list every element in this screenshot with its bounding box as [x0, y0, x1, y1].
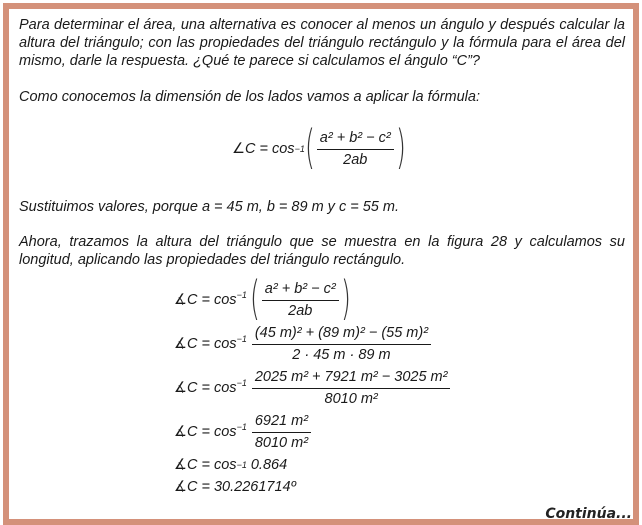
step-4 — [174, 410, 452, 454]
step-4-inv: −1 — [236, 422, 247, 433]
step-5: ∡C = cos −1 0.864 — [174, 457, 288, 473]
step-6-result: ∡C = 30.2261714º — [174, 479, 296, 495]
step-1-inv: −1 — [236, 290, 247, 301]
step-2-lhs: ∡C = cos — [174, 336, 237, 352]
step-3 — [174, 366, 452, 410]
intro-paragraph: Para determinar el área, una alternativa es conocer al menos un ángulo y después calcular la altura del triángulo; con las propiedades del triángulo rectángulo y la fórmula para el área del mismo, darle la respuesta. ¿Qué te parece si calculamos el ángulo “C”? — [19, 17, 625, 69]
step-3-fraction — [252, 369, 451, 408]
step-3-numerator: 2025 m² + 7921 m² − 3025 m² — [252, 369, 451, 389]
step-1-lhs: ∡C = cos — [174, 292, 237, 308]
left-paren: ( — [249, 271, 260, 325]
formula-denominator: 2ab — [343, 151, 368, 168]
right-paren: ) — [395, 120, 406, 174]
step-2-inv: −1 — [236, 334, 247, 345]
step-1 — [174, 271, 452, 325]
right-paren: ) — [340, 271, 351, 325]
step-4-lhs: ∡C = cos — [174, 424, 237, 440]
step-2-denominator: 2 · 45 m · 89 m — [292, 346, 391, 363]
step-3-denominator: 8010 m² — [324, 390, 378, 407]
step-1-numerator: a² + b² − c² — [262, 281, 339, 301]
step-2-numerator: (45 m)² + (89 m)² − (55 m)² — [252, 325, 431, 345]
formula-lhs: ∠C = cos — [232, 141, 295, 157]
step-2-fraction — [252, 325, 431, 364]
step-1-fraction — [262, 281, 339, 320]
substitute-paragraph: Sustituimos valores, porque a = 45 m, b = 89 m y c = 55 m. — [19, 199, 400, 215]
continue-label: Continúa... — [545, 506, 632, 522]
step-4-fraction — [252, 413, 311, 452]
left-paren: ( — [304, 120, 315, 174]
step-3-inv: −1 — [236, 378, 247, 389]
height-paragraph: Ahora, trazamos la altura del triángulo que se muestra en la figura 28 y calculamos su longitud, aplicando las propiedades del triángulo rectángulo. — [19, 234, 625, 268]
content-frame — [3, 3, 639, 525]
cosine-formula: ∠C = cos −1 ( $\frac{\text{a² + b² − c²}}{2ab}$ ) — [232, 120, 406, 174]
step-5-value: 0.864 — [250, 457, 288, 473]
step-2 — [174, 322, 452, 366]
formula-intro-paragraph: Como conocemos la dimensión de los lados vamos a aplicar la fórmula: — [19, 89, 480, 105]
formula-numerator: a² + b² − c² — [317, 130, 394, 150]
step-4-denominator: 8010 m² — [254, 434, 309, 451]
step-6 — [174, 476, 452, 498]
step-3-lhs: ∡C = cos — [174, 380, 237, 396]
step-5-lhs: ∡C = cos — [174, 457, 237, 473]
step-4-numerator: 6921 m² — [252, 413, 311, 433]
step-1-denominator: 2ab — [288, 302, 313, 319]
formula-fraction — [317, 130, 394, 169]
calculation-steps — [174, 271, 452, 498]
